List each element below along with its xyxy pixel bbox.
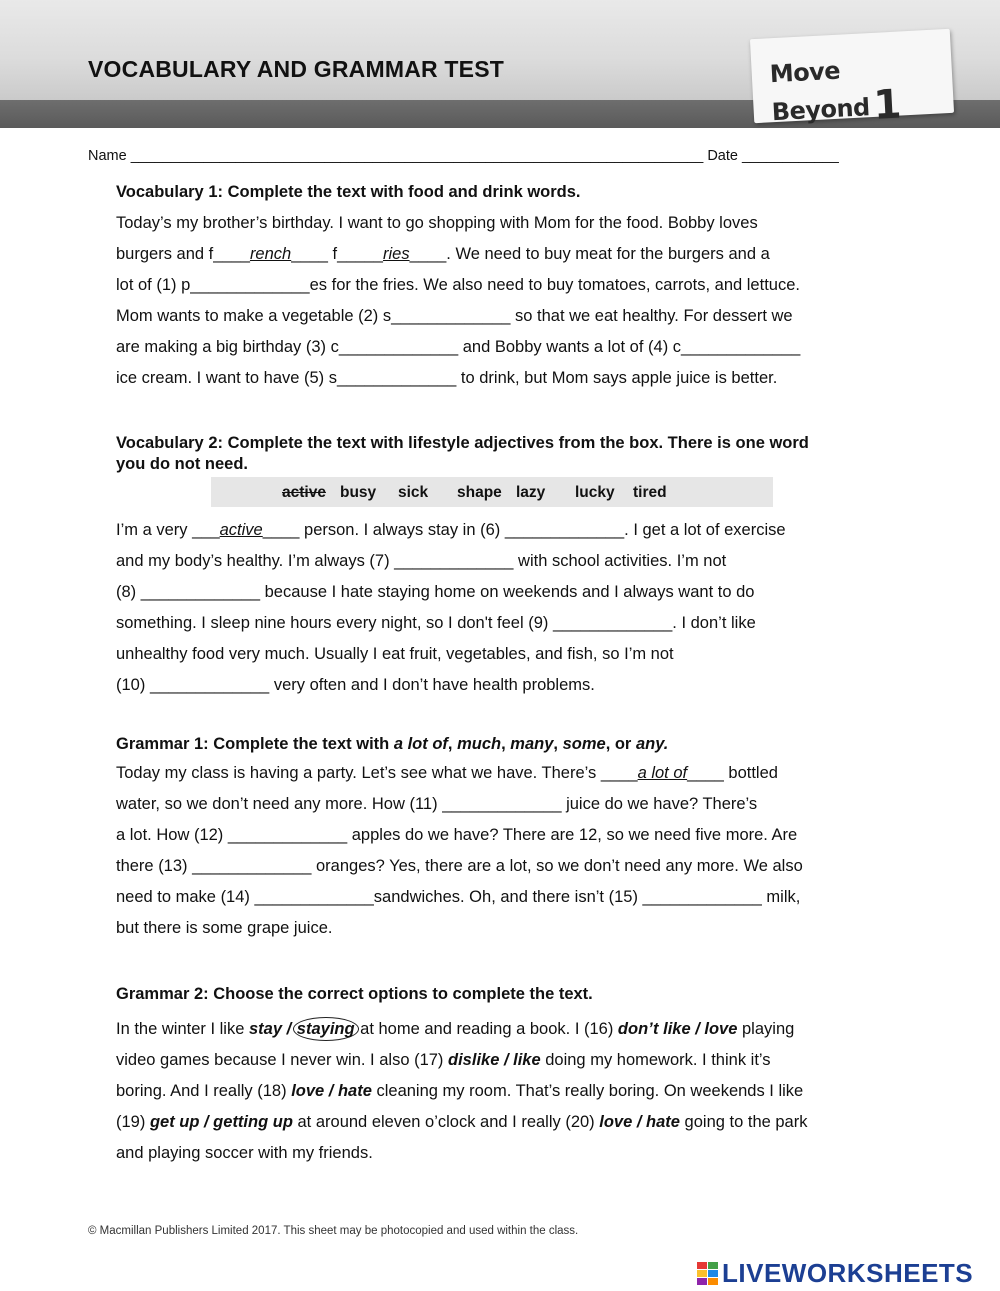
comma: ,: [553, 735, 558, 753]
brand-name: Move Beyond: [769, 56, 871, 127]
brand-level: 1: [872, 81, 903, 129]
example-answer: ries: [382, 245, 410, 263]
blank-3[interactable]: _____________: [338, 338, 459, 356]
vocab1-line: ice cream. I want to have (5) s_____________ to drink, but Mom says apple juice is better.: [116, 369, 778, 387]
grammar1-line: Today my class is having a party. Let’s see what we have. There’s ____a lot of____ bottled: [116, 764, 778, 782]
blank-4[interactable]: _____________: [681, 338, 801, 356]
option-many: many: [510, 735, 554, 753]
word-box-item: tired: [633, 484, 667, 501]
date-label: Date: [707, 148, 738, 164]
grammar2-section: [116, 984, 896, 1005]
grammar2-line: video games because I never win. I also (17) dislike / like doing my homework. I think it’s: [116, 1051, 771, 1069]
word-box-item: lucky: [575, 484, 615, 501]
choice-16[interactable]: don’t like / love: [617, 1020, 738, 1038]
blank-1[interactable]: _____________: [190, 276, 310, 294]
vocab2-line: (8) _____________ because I hate staying home on weekends and I always want to do: [116, 583, 755, 601]
grammar2-line: In the winter I like stay / staying at home and reading a book. I (16) don’t like / love playing: [116, 1014, 896, 1045]
grammar1-line: need to make (14) _____________sandwiches. Oh, and there isn’t (15) _____________ milk,: [116, 888, 801, 906]
liveworksheets-watermark: [697, 1258, 973, 1288]
blank-9[interactable]: _____________: [552, 614, 673, 632]
grammar2-line: and playing soccer with my friends.: [116, 1144, 373, 1162]
grammar1-heading-text: Grammar 1: Complete the text with: [116, 735, 394, 753]
grammar1-text: [116, 758, 896, 944]
blank-2[interactable]: _____________: [391, 307, 511, 325]
option-slash: /: [286, 1020, 292, 1038]
word-box-item: active: [282, 484, 326, 501]
grammar1-line: a lot. How (12) _____________ apples do we have? There are 12, so we need five more. Are: [116, 826, 798, 844]
vocab2-heading: [116, 433, 896, 475]
option-much: much: [457, 735, 502, 753]
example-option-a: stay: [248, 1020, 283, 1038]
blank-11[interactable]: _____________: [442, 795, 562, 813]
word-box-item: lazy: [516, 484, 546, 501]
grammar1-section: [116, 734, 896, 755]
blank-13[interactable]: _____________: [192, 857, 312, 875]
name-date-line: [88, 148, 924, 164]
word-box-item: shape: [457, 484, 502, 501]
grammar2-line: boring. And I really (18) love / hate cleaning my room. That’s really boring. On weekends I like: [116, 1082, 804, 1100]
grammar2-heading: Grammar 2: Choose the correct options to complete the text.: [116, 985, 593, 1003]
vocab1-line: Today’s my brother’s birthday. I want to go shopping with Mom for the food. Bobby loves: [116, 214, 758, 232]
blank-12[interactable]: _____________: [227, 826, 348, 844]
word-box-item: busy: [340, 484, 377, 501]
blank-6[interactable]: _____________: [504, 521, 625, 539]
blank-5[interactable]: _____________: [337, 369, 457, 387]
vocab2-line: (10) _____________ very often and I don’t have health problems.: [116, 676, 595, 694]
vocab2-heading-line2: you do not need.: [116, 455, 248, 473]
example-circled-answer: staying: [293, 1017, 359, 1041]
brand-logo: [769, 51, 955, 134]
vocab1-line: burgers and f____rench____ f_____ries____. We need to buy meat for the burgers and a: [116, 245, 770, 263]
blank-7[interactable]: _____________: [394, 552, 514, 570]
vocab2-heading-line1: Vocabulary 2: Complete the text with lifestyle adjectives from the box. There is one word: [116, 434, 809, 452]
brand-ticket: [750, 29, 954, 129]
choice-18[interactable]: love / hate: [291, 1082, 372, 1100]
comma: ,: [501, 735, 506, 753]
option-some: some: [562, 735, 606, 753]
liveworksheets-logo-icon: [697, 1262, 719, 1286]
vocab2-text: [116, 515, 896, 701]
grammar2-line: (19) get up / getting up at around eleven o’clock and I really (20) love / hate going to the park: [116, 1113, 808, 1131]
grammar1-line: but there is some grape juice.: [116, 919, 333, 937]
vocab2-line: I’m a very ___active____ person. I always stay in (6) _____________. I get a lot of exercise: [116, 521, 786, 539]
grammar2-text: [116, 1014, 896, 1169]
page-title: VOCABULARY AND GRAMMAR TEST: [88, 56, 504, 82]
choice-17[interactable]: dislike / like: [448, 1051, 541, 1069]
vocab1-line: Mom wants to make a vegetable (2) s_____________ so that we eat healthy. For dessert we: [116, 307, 793, 325]
example-answer: active: [219, 521, 263, 539]
blank-8[interactable]: _____________: [140, 583, 261, 601]
vocab2-line: unhealthy food very much. Usually I eat fruit, vegetables, and fish, so I’m not: [116, 645, 674, 663]
copyright-footer: © Macmillan Publishers Limited 2017. This sheet may be photocopied and used within the class.: [88, 1225, 579, 1237]
word-box-item: sick: [398, 484, 429, 501]
blank-10[interactable]: _____________: [149, 676, 270, 694]
vocab1-line: lot of (1) p_____________es for the fries. We also need to buy tomatoes, carrots, and lettuce.: [116, 276, 800, 294]
vocab2-section: [116, 433, 896, 475]
option-any: any.: [635, 735, 669, 753]
example-answer: rench: [249, 245, 292, 263]
name-field[interactable]: _______________________________________________________________________: [130, 148, 704, 164]
comma: ,: [447, 735, 453, 753]
comma-or: , or: [605, 735, 632, 753]
name-label: Name: [88, 148, 127, 164]
choice-20[interactable]: love / hate: [599, 1113, 680, 1131]
choice-19[interactable]: get up / getting up: [149, 1113, 293, 1131]
liveworksheets-text: LIVEWORKSHEETS: [722, 1258, 974, 1288]
grammar1-line: there (13) _____________ oranges? Yes, there are a lot, so we don’t need any more. We also: [116, 857, 803, 875]
word-box: [211, 477, 773, 507]
vocab1-heading: Vocabulary 1: Complete the text with food and drink words.: [116, 183, 581, 201]
grammar1-line: water, so we don’t need any more. How (11) _____________ juice do we have? There’s: [116, 795, 758, 813]
vocab1-text: [116, 208, 896, 394]
date-field[interactable]: ____________: [741, 148, 839, 164]
example-answer: a lot of: [637, 764, 688, 782]
vocab1-line: are making a big birthday (3) c_____________ and Bobby wants a lot of (4) c_____________: [116, 338, 801, 356]
blank-14[interactable]: _____________: [254, 888, 374, 906]
option-a-lot-of: a lot of: [393, 735, 448, 753]
vocab1-section: [116, 182, 896, 203]
blank-15[interactable]: _____________: [642, 888, 762, 906]
grammar1-heading: [116, 734, 896, 755]
vocab2-line: something. I sleep nine hours every night, so I don't feel (9) _____________. I don’t like: [116, 614, 756, 632]
vocab2-line: and my body’s healthy. I’m always (7) _____________ with school activities. I’m not: [116, 552, 727, 570]
